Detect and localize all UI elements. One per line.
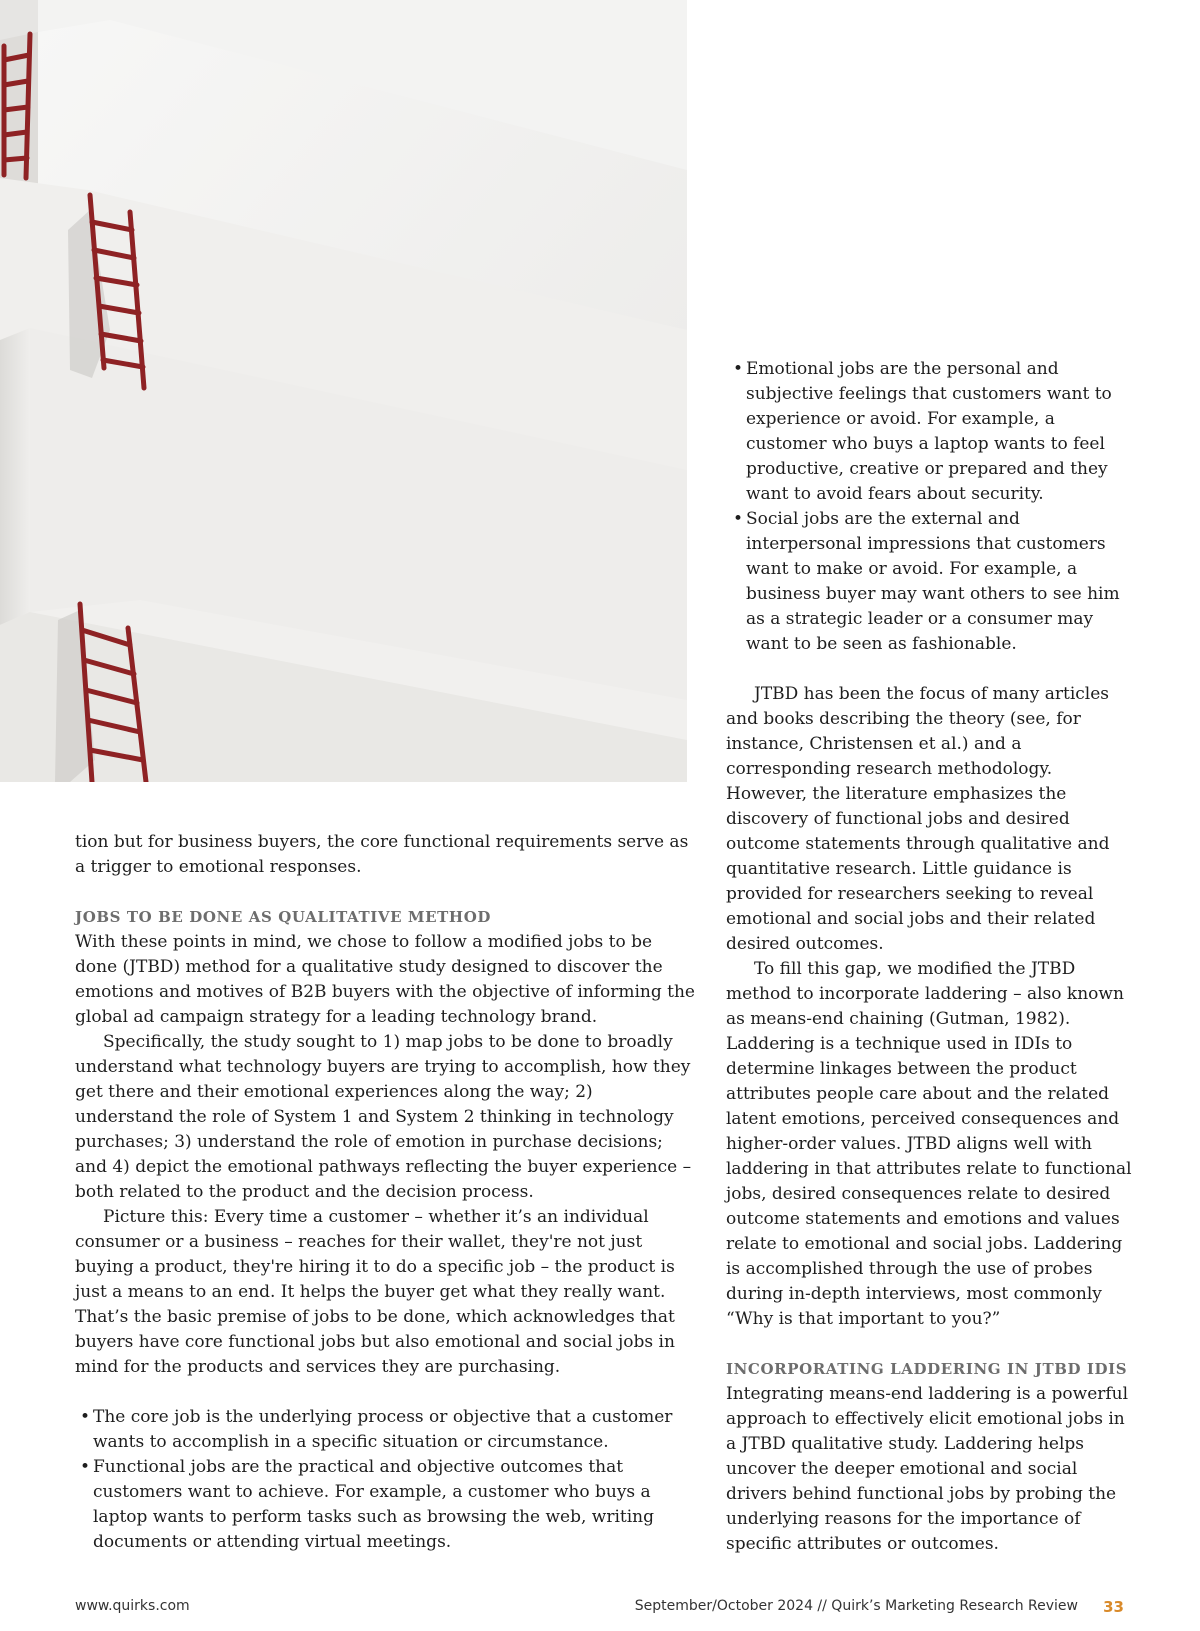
paragraph-modified-jtbd: With these points in mind, we chose to follow a modified jobs to be done (JTBD) method for a qualitative study designed to discover the emotions and motives of B2B buyers with the objective of informing the global ad campaign strategy for a leading technology brand.	[75, 932, 695, 1027]
ladders-on-white-steps-illustration	[0, 0, 687, 782]
page-number: 33	[1103, 1598, 1124, 1616]
bullet-core-job: • The core job is the underlying process or objective that a customer wants to accomplish in a specific situation or circumstance.	[75, 1405, 695, 1455]
right-column-body	[726, 682, 1134, 1557]
job-types-list	[75, 1405, 695, 1555]
bullet-functional-jobs: • Functional jobs are the practical and objective outcomes that customers want to achieve. For example, a customer who buys a laptop wants to perform tasks such as browsing the web, writing documents or attending virtual meetings.	[75, 1455, 695, 1555]
bullet-emotional-jobs: • Emotional jobs are the personal and subjective feelings that customers want to experience or avoid. For example, a customer who buys a laptop wants to feel productive, creative or prepared and they want to avoid fears about security.	[728, 357, 1132, 507]
paragraph-jtbd-literature: JTBD has been the focus of many articles and books describing the theory (see, for instance, Christensen et al.) and a corresponding research methodology. However, the literature emphasizes the discovery of functional jobs and desired outcome statements through qualitative and quantitative research. Little guidance is provided for researchers seeking to reveal emotional and social jobs and their related desired outcomes.	[726, 684, 1110, 954]
right-column-bullets	[728, 357, 1132, 657]
paragraph-continuation: tion but for business buyers, the core functional requirements serve as a trigger to emotional responses.	[75, 832, 689, 877]
section-heading-jobs-to-be-done: JOBS TO BE DONE AS QUALITATIVE METHOD	[75, 908, 491, 926]
bullet-social-jobs: • Social jobs are the external and interpersonal impressions that customers want to make or avoid. For example, a business buyer may want others to see him as a strategic leader or a consumer may want to be seen as fashionable.	[728, 507, 1132, 657]
paragraph-integrating-laddering: Integrating means-end laddering is a powerful approach to effectively elicit emotional jobs in a JTBD qualitative study. Laddering helps uncover the deeper emotional and social drivers behind functional jobs by probing the underlying reasons for the importance of specific attributes or outcomes.	[726, 1384, 1129, 1554]
job-types-list-continued	[728, 357, 1132, 657]
footer-url[interactable]: www.quirks.com	[75, 1598, 190, 1614]
ladders-illustration	[0, 0, 687, 782]
paragraph-study-objectives: Specifically, the study sought to 1) map jobs to be done to broadly understand what technology buyers are trying to accomplish, how they get there and their emotional experiences along the way; 2) understand the role of System 1 and System 2 thinking in technology purchases; 3) understand the role of emotion in purchase decisions; and 4) depict the emotional pathways reflecting the buyer experience – both related to the product and the decision process.	[75, 1032, 692, 1202]
paragraph-laddering: To fill this gap, we modified the JTBD method to incorporate laddering – also known as means-end chaining (Gutman, 1982). Laddering is a technique used in IDIs to determine linkages between the product attributes people care about and the related latent emotions, perceived consequences and higher-order values. JTBD aligns well with laddering in that attributes relate to functional jobs, desired consequences relate to desired outcome statements and emotions and values relate to emotional and social jobs. Laddering is accomplished through the use of probes during in-depth interviews, most commonly “Why is that important to you?”	[726, 959, 1132, 1329]
paragraph-picture-this: Picture this: Every time a customer – whether it’s an individual consumer or a business – reaches for their wallet, they're not just buying a product, they're hiring it to do a specific job – the product is just a means to an end. It helps the buyer get what they really want. That’s the basic premise of jobs to be done, which acknowledges that buyers have core functional jobs but also emotional and social jobs in mind for the products and services they are purchasing.	[75, 1207, 675, 1377]
footer-publication: September/October 2024 // Quirk’s Marketing Research Review	[634, 1598, 1078, 1614]
section-heading-incorporating-laddering: INCORPORATING LADDERING IN JTBD IDIS	[726, 1360, 1128, 1378]
left-column	[75, 830, 695, 1555]
